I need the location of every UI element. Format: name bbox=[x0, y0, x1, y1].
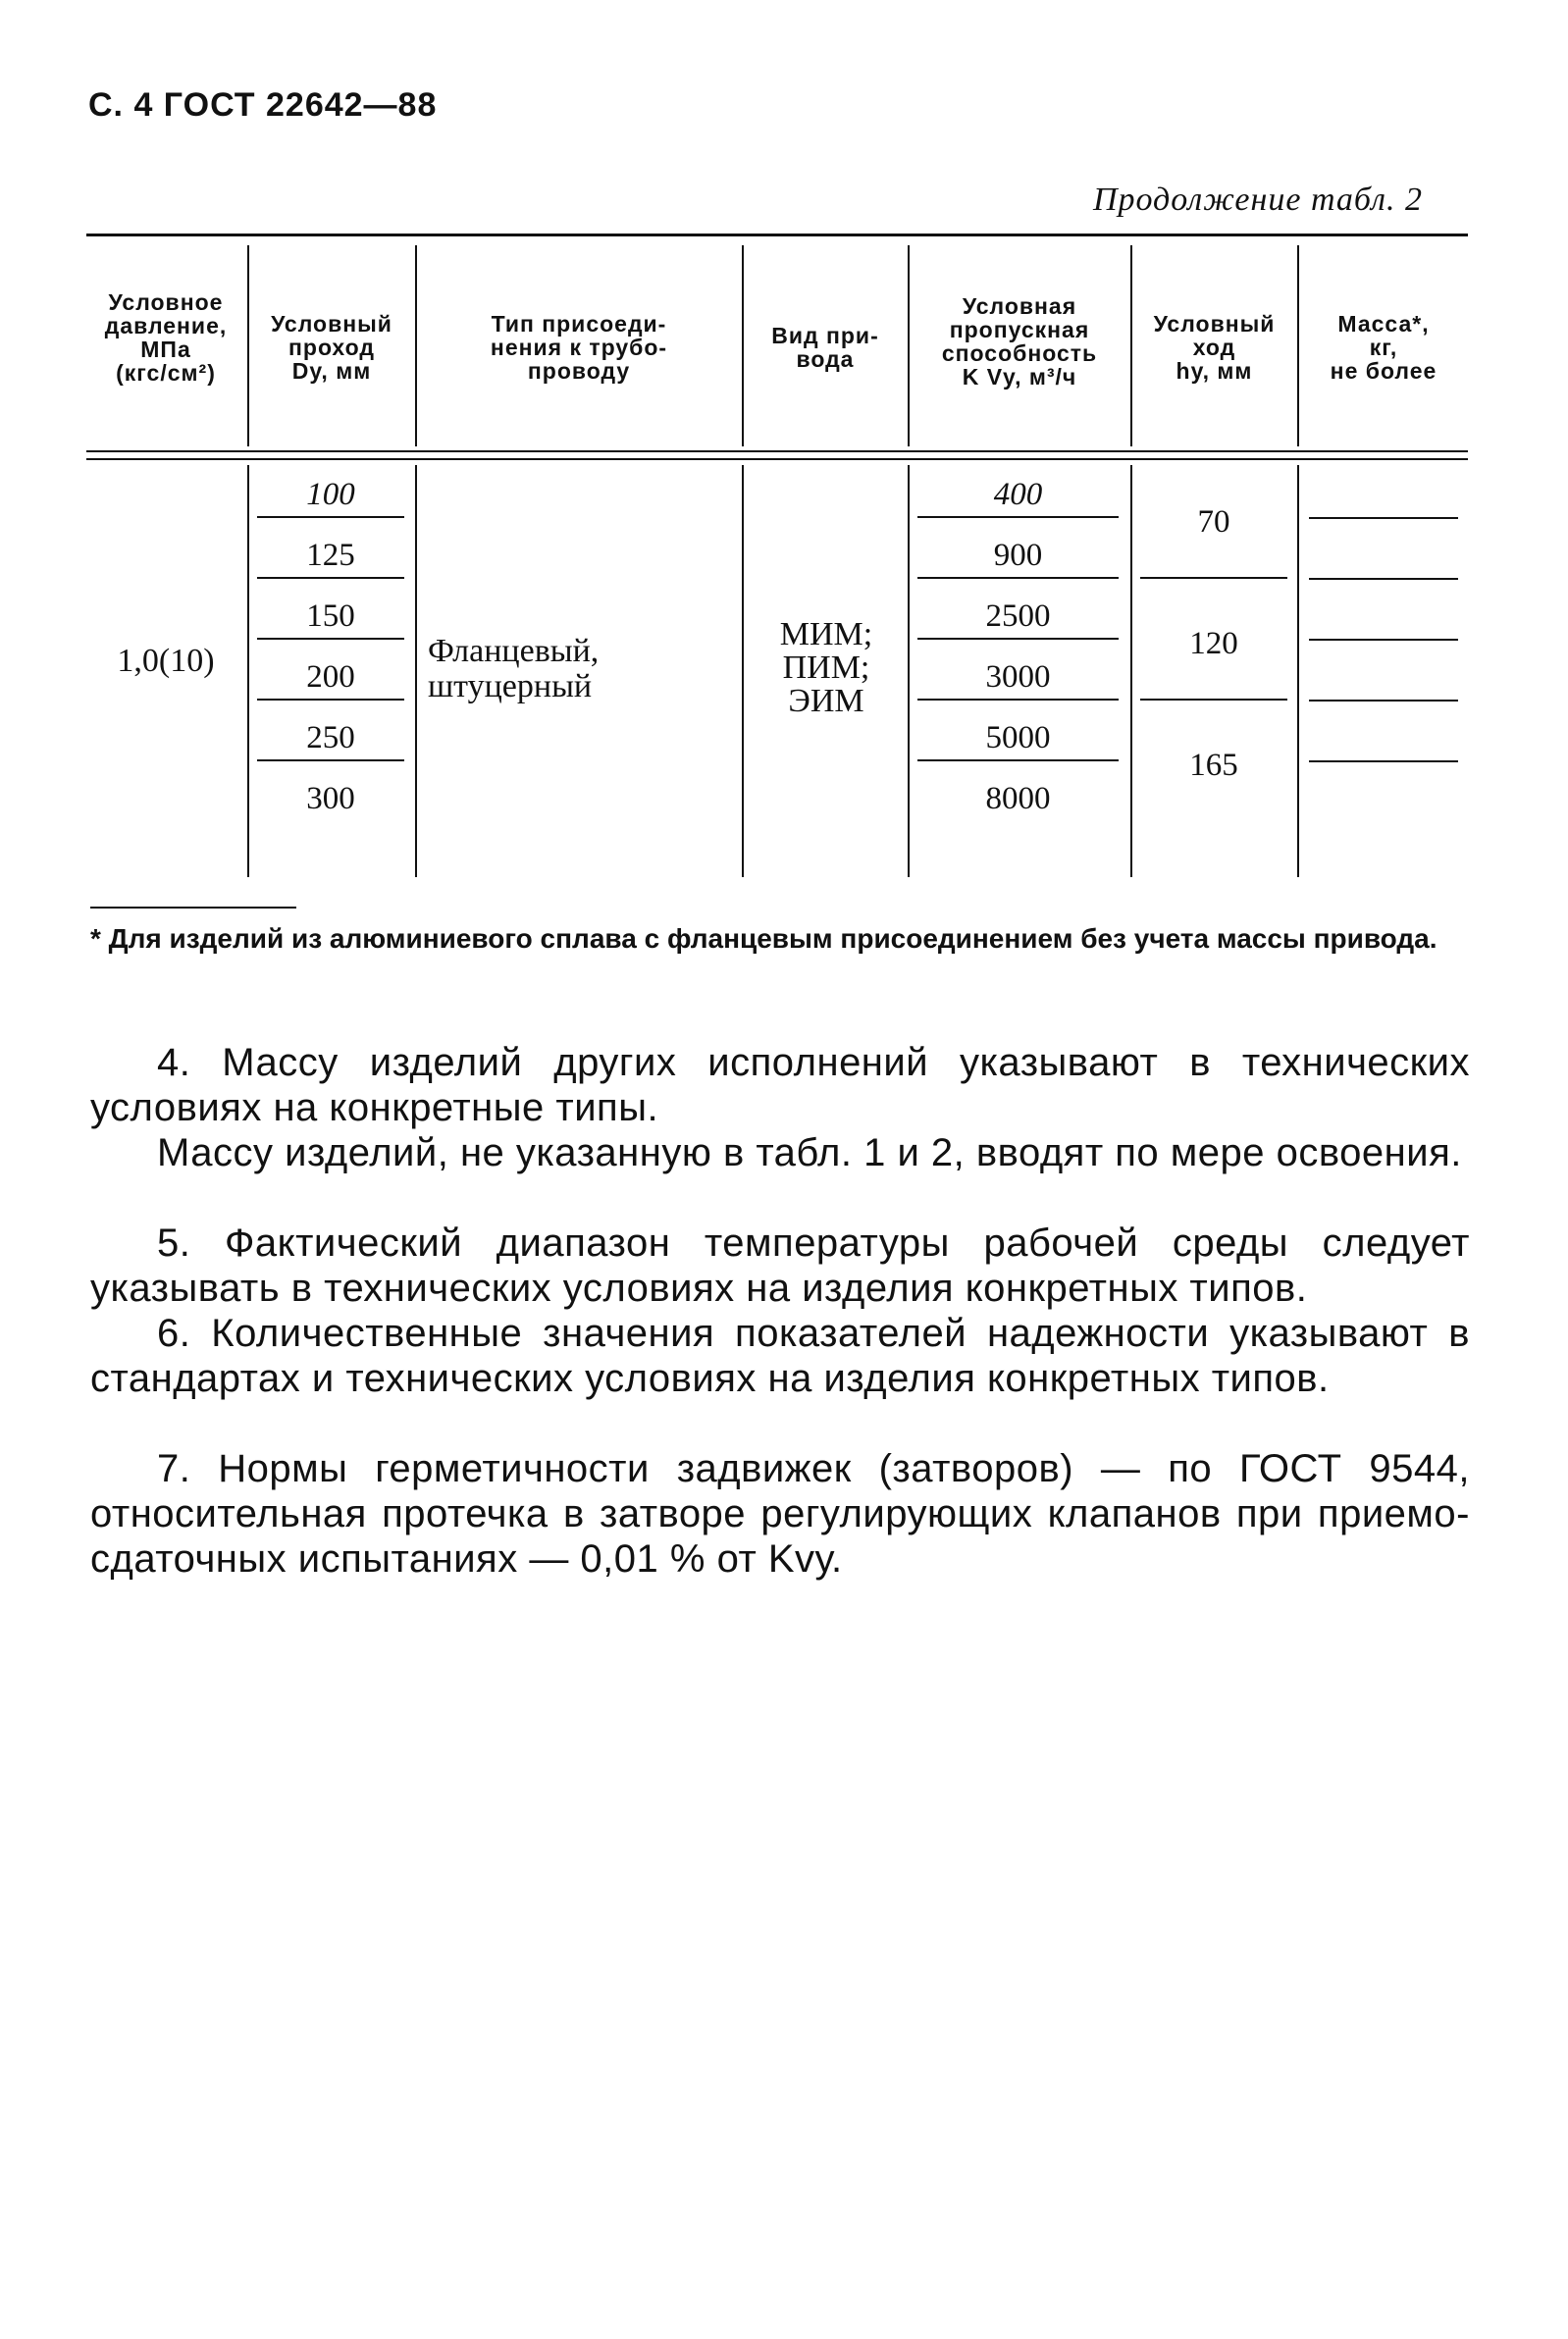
table-cell-diameter: 200 bbox=[306, 659, 355, 695]
table-cell-stroke: 120 bbox=[1189, 626, 1238, 661]
table-cell-capacity: 900 bbox=[993, 538, 1043, 573]
col-header-pressure: Условное давление, МПа (кгс/см²) bbox=[104, 289, 228, 386]
mass-dash bbox=[1309, 639, 1458, 641]
footnote-rule bbox=[90, 907, 296, 909]
col-header-connection: Тип присоеди- нения к трубо- проводу bbox=[490, 311, 668, 384]
table-cell-stroke: 165 bbox=[1189, 748, 1238, 783]
col-sep bbox=[415, 465, 417, 877]
row-rule bbox=[917, 759, 1119, 761]
paragraph-4: 4. Массу изделий других исполнений указывают в технических условиях на конкретные типы. bbox=[90, 1041, 1470, 1129]
table-header-rule-2 bbox=[86, 458, 1468, 460]
col-header-drive: Вид при- вода bbox=[771, 323, 879, 372]
col-header-capacity: Условная пропускная способность K Vу, м³/ч bbox=[941, 293, 1098, 390]
row-rule bbox=[917, 638, 1119, 640]
paragraph-mass: Массу изделий, не указанную в табл. 1 и 2, вводят по мере освоения. bbox=[157, 1131, 1462, 1174]
table-cell-stroke: 70 bbox=[1197, 504, 1230, 540]
row-rule bbox=[1140, 577, 1287, 579]
table-cell-diameter: 100 bbox=[306, 477, 355, 512]
mass-dash bbox=[1309, 517, 1458, 519]
col-sep bbox=[742, 465, 744, 877]
col-header-stroke: Условный ход hу, мм bbox=[1153, 311, 1276, 384]
table-cell-capacity: 3000 bbox=[985, 659, 1051, 695]
col-header-mass: Масса*, кг, не более bbox=[1330, 311, 1437, 384]
table-cell-capacity: 400 bbox=[993, 477, 1043, 512]
row-rule bbox=[917, 516, 1119, 518]
row-rule bbox=[257, 759, 404, 761]
col-sep bbox=[247, 465, 249, 877]
paragraph-5: 5. Фактический диапазон температуры рабочей среды следует указывать в технических условиях на изделия конкретных типов. bbox=[90, 1221, 1470, 1310]
table-continuation-label: Продолжение табл. 2 bbox=[1092, 182, 1423, 218]
pressure-value: 1,0(10) bbox=[117, 643, 215, 679]
row-rule bbox=[917, 577, 1119, 579]
row-rule bbox=[257, 638, 404, 640]
col-header-diameter: Условный проход Dу, мм bbox=[271, 311, 392, 384]
drive-type: МИМ; ПИМ; ЭИМ bbox=[779, 616, 873, 719]
mass-dash bbox=[1309, 700, 1458, 702]
row-rule bbox=[257, 516, 404, 518]
col-sep bbox=[1130, 465, 1132, 877]
table-top-rule bbox=[86, 234, 1468, 236]
table-header-rule-1 bbox=[86, 450, 1468, 452]
paragraph-6: 6. Количественные значения показателей надежности указывают в стандартах и технических условиях на изделия конкретных типов. bbox=[90, 1312, 1470, 1400]
table-cell-capacity: 2500 bbox=[985, 598, 1051, 634]
table-cell-diameter: 125 bbox=[306, 538, 355, 573]
row-rule bbox=[257, 577, 404, 579]
table-cell-capacity: 5000 bbox=[985, 720, 1051, 755]
table-cell-diameter: 300 bbox=[306, 781, 355, 816]
table-cell-capacity: 8000 bbox=[985, 781, 1051, 816]
page-header: С. 4 ГОСТ 22642—88 bbox=[88, 86, 438, 124]
col-sep bbox=[908, 465, 910, 877]
table-cell-diameter: 150 bbox=[306, 598, 355, 634]
col-sep bbox=[1297, 465, 1299, 877]
table-cell-diameter: 250 bbox=[306, 720, 355, 755]
row-rule bbox=[1140, 699, 1287, 701]
mass-dash bbox=[1309, 760, 1458, 762]
row-rule bbox=[917, 699, 1119, 701]
paragraph-7: 7. Нормы герметичности задвижек (затворов) — по ГОСТ 9544, относительная протечка в затворе регулирующих клапанов при приемо-сдаточных испытаниях — 0,01 % от Kvу. bbox=[90, 1447, 1470, 1581]
connection-type: Фланцевый, штуцерный bbox=[428, 633, 600, 704]
row-rule bbox=[257, 699, 404, 701]
footnote: * Для изделий из алюминиевого сплава с фланцевым присоединением без учета массы привода. bbox=[90, 923, 1437, 954]
mass-dash bbox=[1309, 578, 1458, 580]
